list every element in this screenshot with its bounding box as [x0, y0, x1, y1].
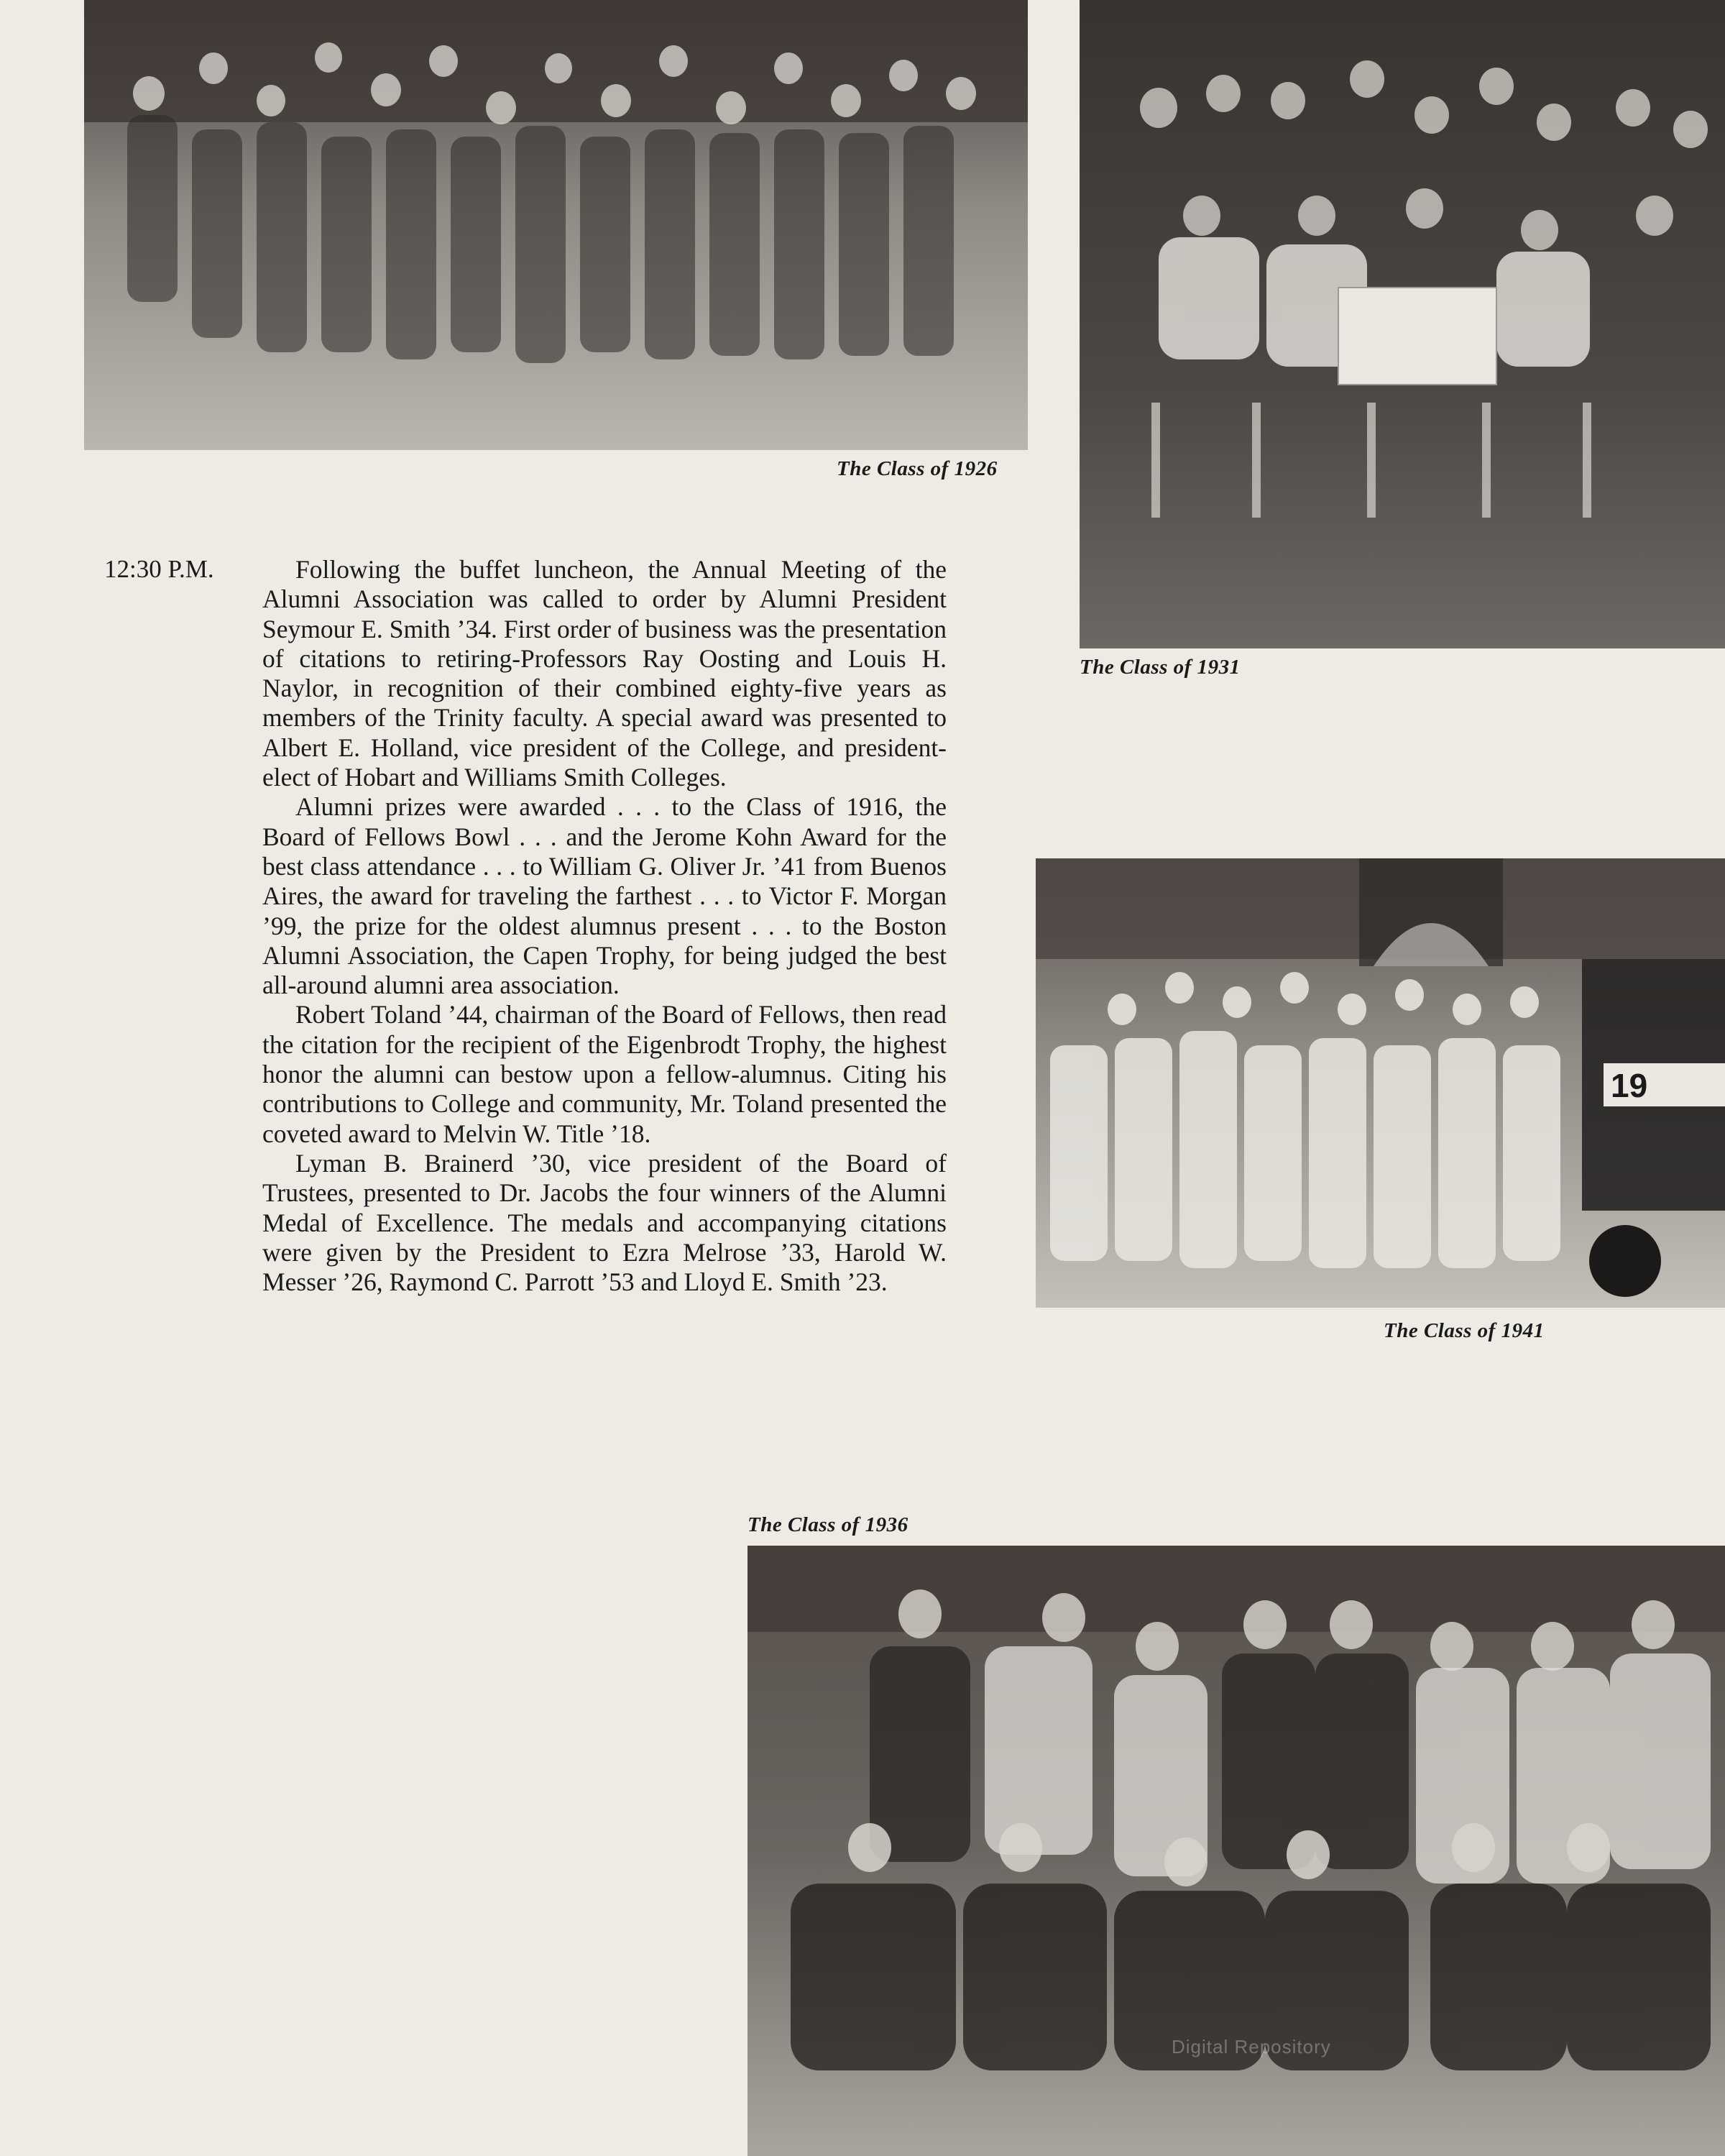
car-sign-text: 19 — [1611, 1067, 1648, 1104]
photo-class-of-1936 — [748, 1546, 1725, 2156]
caption-class-of-1936: The Class of 1936 — [748, 1513, 908, 1536]
photo-class-of-1926 — [84, 0, 1028, 450]
paragraph-medal-of-excellence: Lyman B. Brainerd ’30, vice president of the Board of Trustees, presented to Dr. Jacobs the four winners of the Alumni Medal of Excellence. The medals and accompanying citations were given by the President to Ezra Melrose ’33, Harold W. Messer ’26, Raymond C. Parrott ’53 and Lloyd E. Smith ’23. — [262, 1148, 947, 1297]
group-photo-1926 — [84, 0, 1028, 450]
article-body — [262, 555, 947, 1297]
photo-class-of-1931 — [1080, 0, 1725, 648]
caption-class-of-1931: The Class of 1931 — [1080, 656, 1241, 679]
photo-class-of-1941 — [1036, 858, 1725, 1308]
paragraph-eigenbrodt-trophy: Robert Toland ’44, chairman of the Board of Fellows, then read the citation for the recipient of the Eigenbrodt Trophy, the highest honor the alumni can bestow upon a fellow-alumnus. Citing his contributions to College and community, Mr. Toland presented the coveted award to Melvin W. Title ’18. — [262, 1000, 947, 1148]
sign-board — [1338, 288, 1496, 385]
watermark: Digital Repository — [1172, 2036, 1331, 2058]
group-photo-1931 — [1080, 0, 1725, 648]
caption-class-of-1926: The Class of 1926 — [837, 457, 998, 480]
group-photo-1936 — [748, 1546, 1725, 2156]
group-photo-1941 — [1036, 858, 1725, 1308]
time-label: 12:30 P.M. — [104, 555, 214, 583]
caption-class-of-1941: The Class of 1941 — [1384, 1319, 1545, 1342]
paragraph-annual-meeting: Following the buffet luncheon, the Annual Meeting of the Alumni Association was called to order by Alumni President Seymour E. Smith ’34. First order of business was the presentation of citations to retiring-Professors Ray Oosting and Louis H. Naylor, in recognition of their combined eighty-five years as members of the Trinity faculty. A special award was presented to Albert E. Holland, vice president of the College, and president-elect of Hobart and Williams Smith Colleges. — [262, 555, 947, 792]
paragraph-alumni-prizes: Alumni prizes were awarded . . . to the Class of 1916, the Board of Fellows Bowl . . . and the Jerome Kohn Award for the best class attendance . . . to William G. Oliver Jr. ’41 from Buenos Aires, the award for traveling the farthest . . . to Victor F. Morgan ’99, the prize for the oldest alumnus present . . . to the Boston Alumni Association, the Capen Trophy, for being judged the best all-around alumni area association. — [262, 792, 947, 1000]
